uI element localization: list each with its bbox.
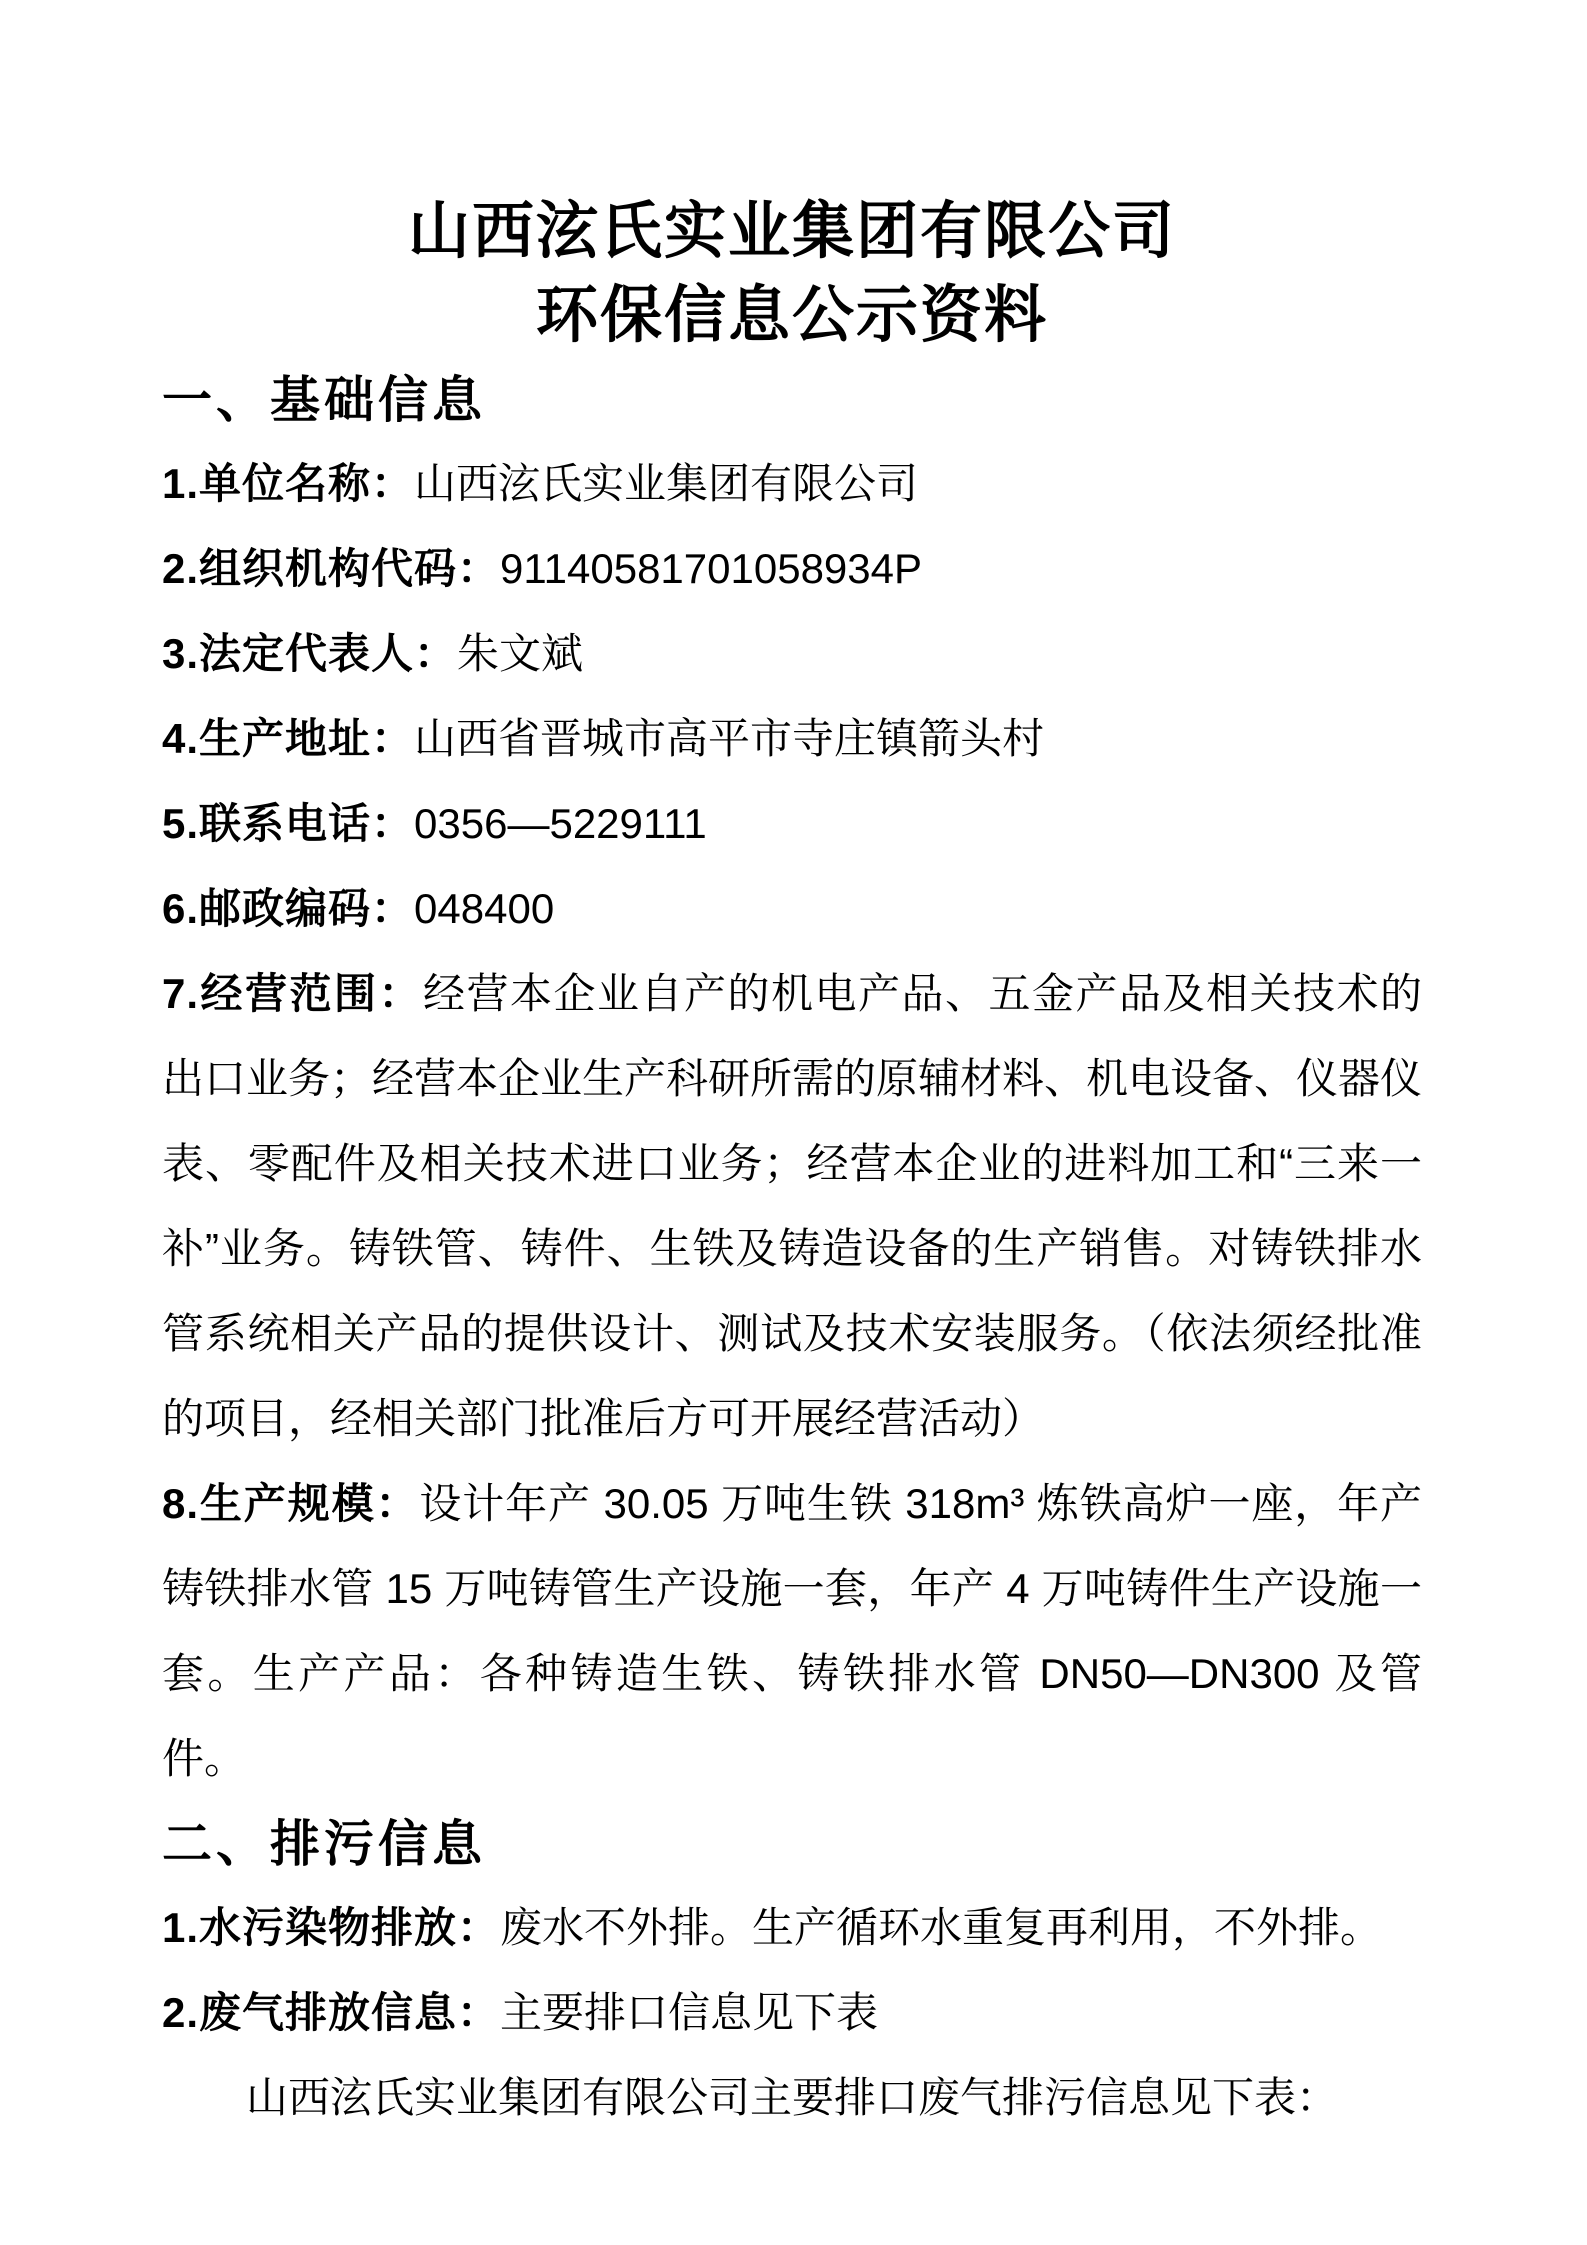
- section-heading-basic-info: 一、基础信息: [162, 372, 486, 428]
- item-postal-code-value: 048400: [414, 885, 555, 932]
- item-production-address-value: 山西省晋城市高平市寺庄镇箭头村: [414, 715, 1045, 762]
- item-production-address-label: 4.生产地址：: [162, 715, 415, 762]
- item-phone-value: 0356—5229111: [414, 800, 707, 847]
- item-production-address: [162, 697, 1422, 782]
- table-intro-note: 山西泫氏实业集团有限公司主要排口废气排污信息见下表：: [246, 2074, 1339, 2121]
- item-production-scale-label: 8.生产规模：: [162, 1480, 420, 1527]
- document-title-line1: 山西泫氏实业集团有限公司: [407, 197, 1176, 266]
- item-postal-code: [162, 867, 1422, 952]
- item-phone-label: 5.联系电话：: [162, 800, 415, 847]
- item-unit-name: [162, 442, 1422, 527]
- item-legal-representative-label: 3.法定代表人：: [162, 630, 458, 677]
- item-exhaust-gas-info-label: 2.废气排放信息：: [162, 1989, 501, 2036]
- item-water-pollutant-discharge-label: 1.水污染物排放：: [162, 1904, 501, 1951]
- item-production-scale-value: 设计年产 30.05 万吨生铁 318m³ 炼铁高炉一座，年产铸铁排水管 15 万吨铸管生产设施一套，年产 4 万吨铸件生产设施一套。生产产品：各种铸造生铁、铸铁排水管 DN50—DN300 及管件。: [162, 1480, 1423, 1782]
- item-postal-code-label: 6.邮政编码：: [162, 885, 415, 932]
- item-legal-representative: [162, 612, 1422, 697]
- item-exhaust-gas-info: [162, 1971, 1422, 2056]
- item-production-scale: [162, 1462, 1422, 1802]
- item-org-code-label: 2.组织机构代码：: [162, 545, 501, 592]
- item-business-scope-value: 经营本企业自产的机电产品、五金产品及相关技术的出口业务；经营本企业生产科研所需的原辅材料、机电设备、仪器仪表、零配件及相关技术进口业务；经营本企业的进料加工和“三来一补”业务。铸铁管、铸件、生铁及铸造设备的生产销售。对铸铁排水管系统相关产品的提供设计、测试及技术安装服务。（依法须经批准的项目，经相关部门批准后方可开展经营活动）: [162, 970, 1423, 1442]
- item-business-scope: [162, 952, 1422, 1462]
- item-exhaust-gas-info-value: 主要排口信息见下表: [500, 1989, 879, 2036]
- document-title-line2: 环保信息公示资料: [535, 281, 1048, 350]
- item-legal-representative-value: 朱文斌: [457, 630, 584, 677]
- item-phone: [162, 782, 1422, 867]
- item-water-pollutant-discharge: [162, 1886, 1422, 1971]
- item-business-scope-label: 7.经营范围：: [162, 970, 424, 1017]
- item-water-pollutant-discharge-value: 废水不外排。生产循环水重复再利用，不外排。: [500, 1904, 1383, 1951]
- item-org-code: [162, 527, 1422, 612]
- item-org-code-value: 91140581701058934P: [500, 545, 923, 592]
- section-heading-discharge-info: 二、排污信息: [162, 1816, 486, 1872]
- item-unit-name-label: 1.单位名称：: [162, 460, 415, 507]
- item-unit-name-value: 山西泫氏实业集团有限公司: [414, 460, 919, 507]
